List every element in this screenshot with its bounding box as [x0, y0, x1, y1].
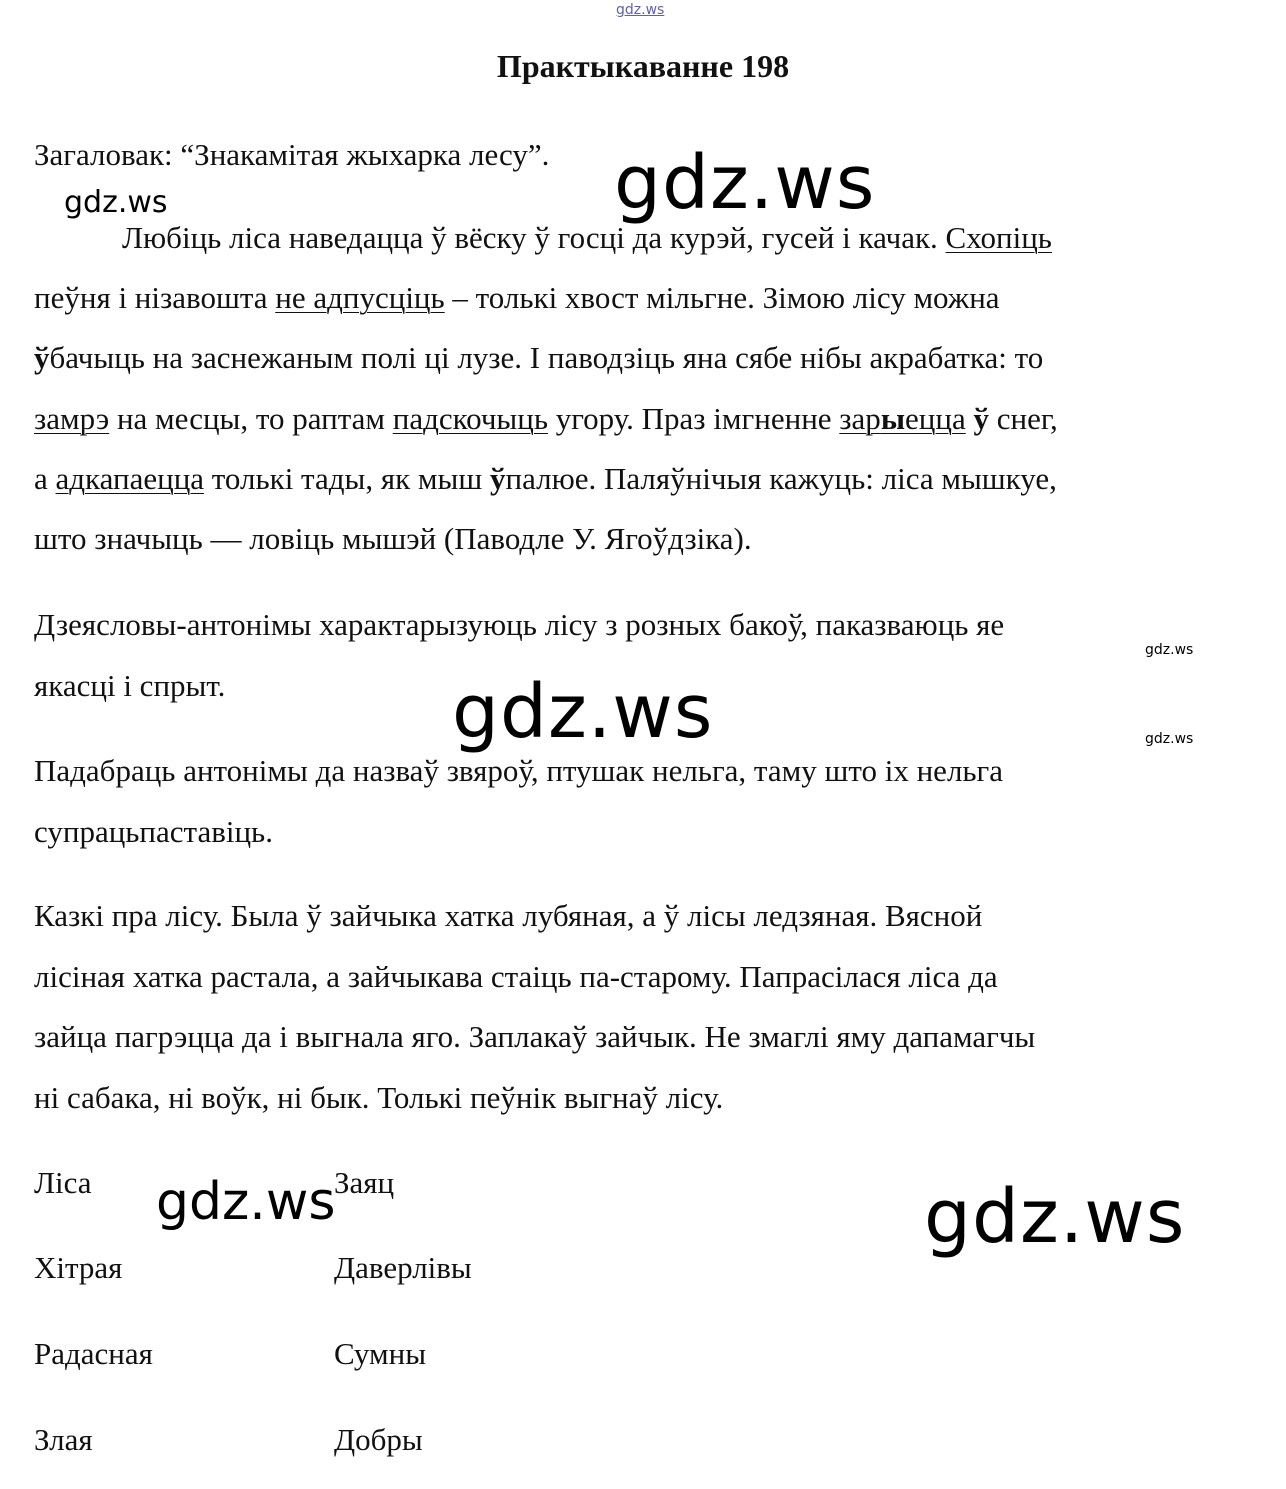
watermark-large-2: gdz.ws — [452, 669, 714, 755]
table-cell: Радасная — [34, 1336, 153, 1371]
watermark-tiny-2: gdz.ws — [1145, 731, 1194, 747]
table-cell: Сумны — [334, 1336, 427, 1371]
table-cell: Даверлівы — [334, 1250, 472, 1285]
paragraph-1-line-2: пеўня і нізавошта не адпусціць – толькі хвост мільгне. Зімою лісу можна — [34, 280, 1000, 315]
table-cell: Злая — [34, 1422, 93, 1457]
paragraph-1-line-5: а адкапаецца толькі тады, як мыш ўпалюе. Паляўнічыя кажуць: ліса мышкуе, — [34, 461, 1057, 496]
watermark-medium-1: gdz.ws — [156, 1172, 336, 1232]
watermark-top: gdz.ws — [616, 2, 665, 18]
table-cell: Хітрая — [34, 1250, 123, 1285]
paragraph-2-line-1: Дзеясловы-антонімы характарызуюць лісу з розных бакоў, паказваюць яе — [34, 607, 1005, 642]
paragraph-4-line-2: лісіная хатка растала, а зайчыкава стаіць па-старому. Папрасілася ліса да — [34, 959, 998, 994]
paragraph-1-line-4: замрэ на месцы, то раптам падскочыць угору. Праз імгненне зарыецца ў снег, — [34, 401, 1058, 436]
paragraph-1-line-6: што значыць — ловіць мышэй (Паводле У. Ягоўдзіка). — [34, 521, 752, 556]
paragraph-3-line-2: супрацьпаставіць. — [34, 814, 273, 849]
paragraph-1-line-3: ўбачыць на заснежаным полі ці лузе. І паводзіць яна сябе нібы акрабатка: то — [34, 340, 1044, 375]
paragraph-2-line-2: якасці і спрыт. — [34, 668, 226, 703]
heading-line: Загаловак: “Знакамітая жыхарка лесу”. — [34, 137, 550, 172]
paragraph-4-line-3: зайца пагрэцца да і выгнала яго. Заплакаў зайчык. Не змаглі яму дапамагчы — [34, 1019, 1036, 1054]
table-header-fox: Ліса — [34, 1165, 92, 1200]
table-header-hare: Заяц — [334, 1165, 395, 1200]
table-cell: Добры — [334, 1422, 423, 1457]
page-title: Практыкаванне 198 — [496, 48, 790, 84]
watermark-small-1: gdz.ws — [64, 185, 168, 220]
paragraph-4-line-4: ні сабака, ні воўк, ні бык. Толькі пеўнік выгнаў лісу. — [34, 1080, 724, 1115]
paragraph-4-line-1: Казкі пра лісу. Была ў зайчыка хатка лубяная, а ў лісы ледзяная. Вясной — [34, 898, 983, 933]
watermark-large-3: gdz.ws — [924, 1174, 1186, 1260]
watermark-tiny-1: gdz.ws — [1145, 642, 1194, 658]
paragraph-3-line-1: Падабраць антонімы да назваў звяроў, птушак нельга, таму што іх нельга — [34, 753, 1004, 788]
paragraph-1-line-1: Любіць ліса наведацца ў вёску ў госці да курэй, гусей і качак. Схопіць — [122, 220, 1052, 255]
watermark-large-1: gdz.ws — [614, 140, 876, 226]
